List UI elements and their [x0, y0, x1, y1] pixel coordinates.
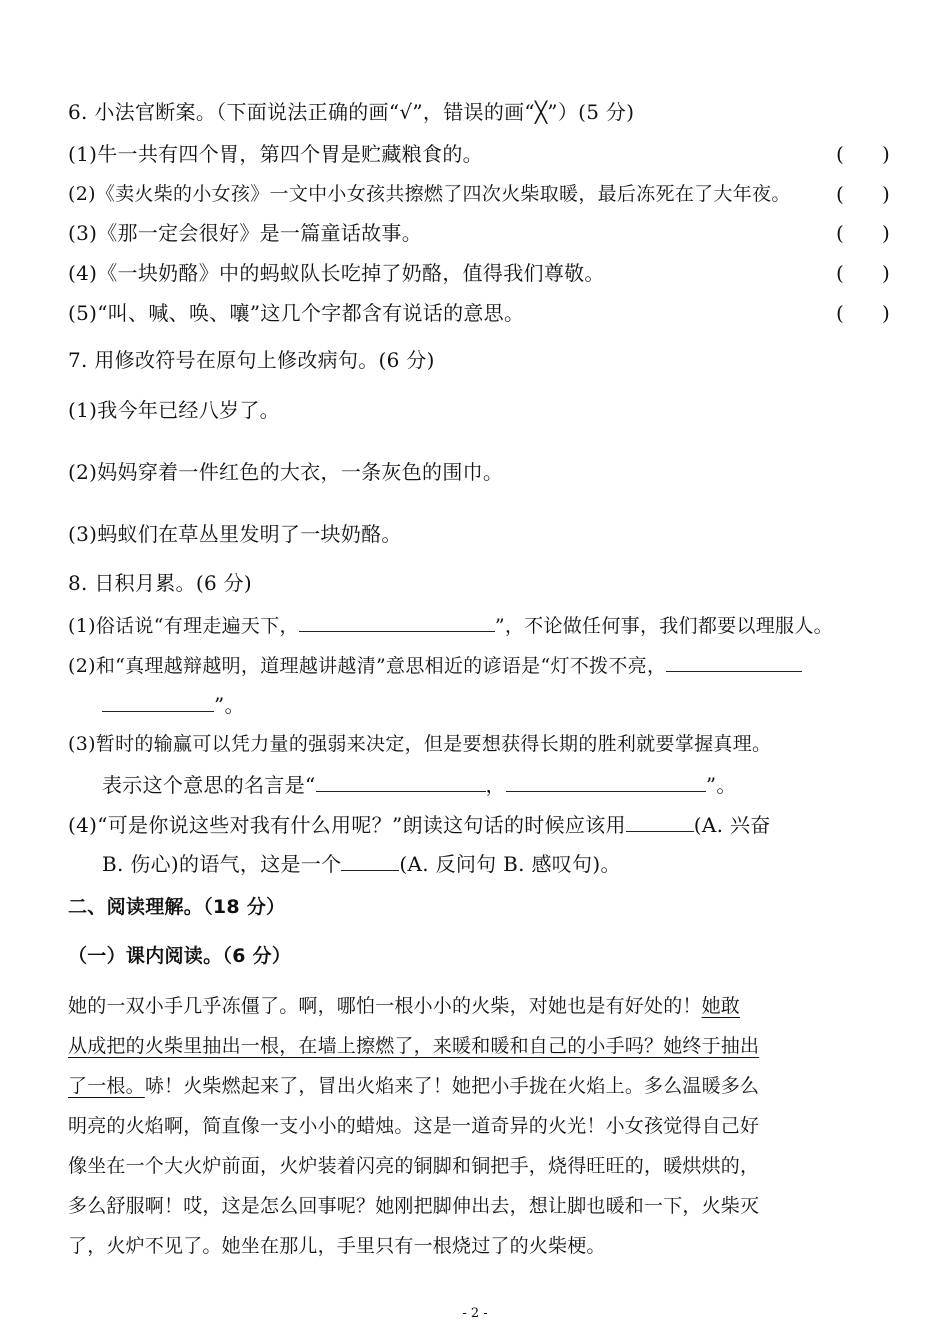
q8-item-3-text-b: ，: [485, 773, 506, 797]
q8-item-3-blank-2[interactable]: [506, 771, 706, 792]
q8-item-4-text-a: (4)“可是你说这些对我有什么用呢？”朗读这句话的时候应该用: [68, 813, 626, 837]
q6-item-4: (4)《一块奶酪》中的蚂蚁队长吃掉了奶酪，值得我们尊敬。: [68, 261, 605, 285]
q8-item-4-text-c: B. 伤心)的语气，这是一个: [102, 852, 342, 876]
q8-item-3-line1: (3)暂时的输赢可以凭力量的强弱来决定，但是要想获得长期的胜利就要掌握真理。: [68, 733, 772, 755]
q8-item-1-blank[interactable]: [299, 611, 495, 632]
section-2-title: 二、阅读理解。（18 分）: [68, 896, 286, 918]
q8-item-4-text-d: (A. 反问句 B. 感叹句)。: [399, 852, 621, 876]
q6-title: 6. 小法官断案。（下面说法正确的画“√”，错误的画“╳”）(5 分): [68, 100, 635, 124]
q6-answer-box-5[interactable]: ( ): [836, 301, 890, 325]
passage-line-3-text: 哧！火柴燃起来了，冒出火焰来了！她把小手拢在火焰上。多么温暖多么: [144, 1075, 760, 1097]
q7-title: 7. 用修改符号在原句上修改病句。(6 分): [68, 348, 435, 372]
q8-item-4-text-b: (A. 兴奋: [693, 813, 771, 837]
passage-underlined-2: 从成把的火柴里抽出一根，在墙上擦燃了，来暖和暖和自己的小手吗？她终于抽出: [68, 1035, 760, 1057]
q8-item-1-text-b: ”，不论做任何事，我们都要以理服人。: [494, 615, 833, 637]
q8-item-3-line2: [102, 771, 737, 798]
q6-item-2: (2)《卖火柴的小女孩》一文中小女孩共擦燃了四次火柴取暖，最后冻死在了大年夜。: [68, 183, 791, 205]
q8-item-4-blank-2[interactable]: [341, 850, 399, 871]
passage-line-2: [68, 1033, 888, 1059]
q6-item-1: (1)牛一共有四个胃，第四个胃是贮藏粮食的。: [68, 142, 483, 166]
q8-item-1: [68, 611, 833, 639]
q8-title: 8. 日积月累。(6 分): [68, 571, 253, 595]
q6-item-3: (3)《那一定会很好》是一篇童话故事。: [68, 221, 423, 245]
section-2-subtitle: （一）课内阅读。（6 分）: [68, 945, 292, 967]
q7-item-2: (2)妈妈穿着一件红色的大衣，一条灰色的围巾。: [68, 460, 504, 484]
q8-item-4-blank-1[interactable]: [626, 811, 694, 832]
passage-line-5: 像坐在一个大火炉前面，火炉装着闪亮的铜脚和铜把手，烧得旺旺的，暖烘烘的，: [68, 1155, 760, 1177]
q8-item-4-line2: [102, 850, 621, 877]
q8-item-1-text-a: (1)俗话说“有理走遍天下，: [68, 615, 299, 637]
q8-item-2-text-b: ”。: [214, 693, 245, 717]
q8-item-2-blank-1[interactable]: [666, 651, 802, 672]
q8-item-3-text-c: ”。: [705, 773, 737, 797]
q8-item-3-blank-1[interactable]: [316, 771, 486, 792]
passage-line-6: 多么舒服啊！哎，这是怎么回事呢？她刚把脚伸出去，想让脚也暖和一下，火柴灭: [68, 1195, 760, 1217]
q6-answer-box-3[interactable]: ( ): [836, 221, 890, 245]
passage-line-3: [68, 1073, 888, 1099]
q8-item-2-text-a: (2)和“真理越辩越明，道理越讲越清”意思相近的谚语是“灯不拨不亮，: [68, 655, 667, 677]
q7-item-1: (1)我今年已经八岁了。: [68, 398, 280, 422]
q8-item-2-blank-2[interactable]: [102, 691, 214, 712]
passage-line-1-text: 她的一双小手几乎冻僵了。啊，哪怕一根小小的火柴，对她也是有好处的！: [68, 995, 702, 1017]
q8-item-3-text-a: 表示这个意思的名言是“: [102, 773, 316, 797]
passage-underlined-1: 她敢: [701, 995, 741, 1017]
passage-line-7: 了，火炉不见了。她坐在那儿，手里只有一根烧过了的火柴梗。: [68, 1235, 606, 1257]
q6-item-5: (5)“叫、喊、唤、嚷”这几个字都含有说话的意思。: [68, 301, 525, 325]
passage-line-1: [68, 993, 888, 1019]
passage-underlined-3: 了一根。: [68, 1075, 145, 1097]
q8-item-2-cont: [102, 691, 245, 718]
q8-item-2: [68, 651, 802, 679]
q6-answer-box-2[interactable]: ( ): [836, 182, 890, 206]
passage-line-4: 明亮的火焰啊，简直像一支小小的蜡烛。这是一道奇异的火光！小女孩觉得自己好: [68, 1115, 760, 1137]
q6-answer-box-1[interactable]: ( ): [836, 142, 890, 166]
q7-item-3: (3)蚂蚁们在草丛里发明了一块奶酪。: [68, 522, 402, 546]
q6-answer-box-4[interactable]: ( ): [836, 261, 890, 285]
page-number: - 2 -: [462, 1306, 488, 1321]
q8-item-4-line1: [68, 811, 771, 838]
